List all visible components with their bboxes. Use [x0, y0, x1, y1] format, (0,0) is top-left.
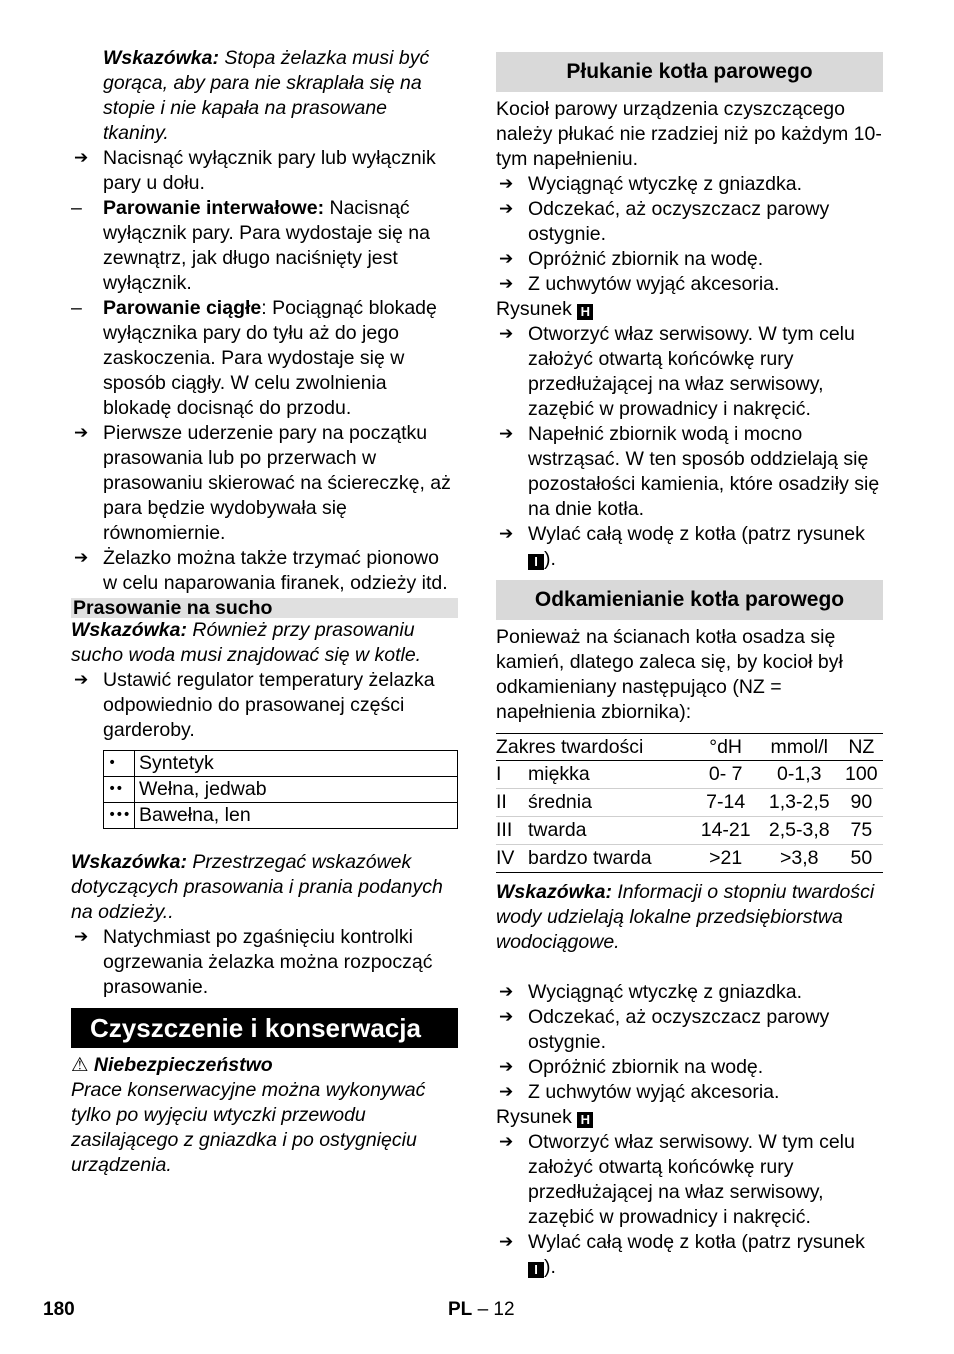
- intro-rinse: Kocioł parowy urządzenia czyszczącego należy płukać nie rzadziej niż po każdym 10-tym napełnieniu.: [496, 98, 882, 170]
- row-dh: 0- 7: [692, 761, 758, 789]
- row-num: II: [496, 789, 528, 817]
- table-row: [496, 789, 883, 817]
- header-nz: NZ: [840, 734, 883, 761]
- table-row: [496, 817, 883, 845]
- item-continuous-steam: – Parowanie ciągłe: Pociągnąć blokadę wyłącznika pary do tyłu aż do jego zaskoczenia. Para wydostaje się w sposób ciągły. W celu zwolnienia blokadę docisnąć do przodu.: [71, 296, 458, 421]
- figure-reference-2: Rysunek H: [496, 1105, 883, 1130]
- header-hardness-range: Zakres twardości: [496, 734, 692, 761]
- figure-h-icon: H: [577, 1112, 593, 1128]
- subheading-dry-ironing: Prasowanie na sucho: [71, 598, 458, 618]
- step-press-steam-switch: ➔ Nacisnąć wyłącznik pary lub wyłącznik pary u dołu.: [71, 146, 458, 196]
- row-name: średnia: [528, 789, 692, 817]
- figure-h-icon: H: [577, 304, 593, 320]
- left-column: [71, 46, 458, 1178]
- warning-triangle-icon: ⚠: [71, 1053, 89, 1076]
- row-name: bardzo twarda: [528, 845, 692, 873]
- step-remove-accessories: ➔ Z uchwytów wyjąć akcesoria.: [496, 272, 883, 297]
- step-open-hatch: ➔ Otworzyć właz serwisowy. W tym celu założyć otwartą końcówkę rury przedłużającej na właz serwisowy, zazębić w prowadnicy i nakręcić.: [496, 322, 883, 422]
- item-interval-steam: – Parowanie interwałowe: Nacisnąć wyłącznik pary. Para wydostaje się na zewnątrz, jak długo naciśnięty jest wyłącznik.: [71, 196, 458, 296]
- table-row: [104, 751, 458, 777]
- table-header-row: [496, 734, 883, 761]
- figure-reference: Rysunek H: [496, 297, 883, 322]
- row-dh: >21: [692, 845, 758, 873]
- row-dh: 14-21: [692, 817, 758, 845]
- footer-language: PL – 12: [448, 1299, 515, 1320]
- step-set-temperature: ➔ Ustawić regulator temperatury żelazka odpowiednio do prasowanej części garderoby.: [71, 668, 458, 743]
- heading-descale-boiler: Odkamienianie kotła parowego: [496, 580, 883, 620]
- row-nz: 50: [840, 845, 883, 873]
- step-open-hatch-2: ➔ Otworzyć właz serwisowy. W tym celu założyć otwartą końcówkę rury przedłużającej na właz serwisowy, zazębić w prowadnicy i nakręcić.: [496, 1130, 883, 1230]
- fabric-name: Wełna, jedwab: [135, 777, 458, 803]
- step-empty-tank-2: ➔ Opróżnić zbiornik na wodę.: [496, 1055, 883, 1080]
- step-cool-down: ➔ Odczekać, aż oczyszczacz parowy ostygnie.: [496, 197, 883, 247]
- hardness-table: [496, 733, 883, 873]
- row-nz: 90: [840, 789, 883, 817]
- step-first-steam: ➔ Pierwsze uderzenie pary na początku prasowania lub po przerwach w prasowaniu skierować na ściereczkę, aż para będzie wydobywała się równomiernie.: [71, 421, 458, 546]
- note-dry-ironing: Wskazówka: Również przy prasowaniu sucho woda musi znajdować się w kotle.: [71, 619, 422, 666]
- dot-symbol: •••: [104, 803, 135, 829]
- note-garment-labels: Wskazówka: Przestrzegać wskazówek dotyczących prasowania i prania podanych na odzieży..: [71, 851, 443, 923]
- heading-rinse-boiler: Płukanie kotła parowego: [496, 52, 883, 92]
- row-mmol: 2,5-3,8: [759, 817, 840, 845]
- row-nz: 100: [840, 761, 883, 789]
- fabric-name: Bawełna, len: [135, 803, 458, 829]
- table-row: [496, 761, 883, 789]
- step-pour-water-2: ➔ Wylać całą wodę z kotła (patrz rysunek I ).: [496, 1230, 883, 1280]
- intro-descale: Ponieważ na ścianach kotła osadza się kamień, dlatego zaleca się, by kocioł był odkamieniany następująco (NZ = napełnienia zbiornika):: [496, 626, 843, 723]
- dot-symbol: ••: [104, 777, 135, 803]
- note-steam-temperature: Wskazówka: Stopa żelazka musi być gorąca, aby para nie skraplała się na stopie i nie kapała na prasowane tkaniny.: [103, 47, 430, 144]
- figure-i-icon: I: [528, 1262, 544, 1278]
- step-remove-accessories-2: ➔ Z uchwytów wyjąć akcesoria.: [496, 1080, 883, 1105]
- note-water-hardness: Wskazówka: Informacji o stopniu twardości wody udzielają lokalne przedsiębiorstwa wodociągowe.: [496, 881, 875, 953]
- row-num: I: [496, 761, 528, 789]
- step-unplug-2: ➔ Wyciągnąć wtyczkę z gniazdka.: [496, 980, 883, 1005]
- header-mmol: mmol/l: [759, 734, 840, 761]
- danger-heading: ⚠ Niebezpieczeństwo: [71, 1053, 273, 1076]
- header-dh: °dH: [692, 734, 758, 761]
- table-row: [104, 803, 458, 829]
- table-row: [496, 845, 883, 873]
- row-dh: 7-14: [692, 789, 758, 817]
- page-number: 180: [43, 1299, 75, 1320]
- fabric-table: [103, 750, 458, 829]
- section-title-cleaning: Czyszczenie i konserwacja: [71, 1008, 458, 1048]
- row-name: miękka: [528, 761, 692, 789]
- row-num: IV: [496, 845, 528, 873]
- step-pour-water: ➔ Wylać całą wodę z kotła (patrz rysunek I ).: [496, 522, 883, 572]
- table-row: [104, 777, 458, 803]
- row-num: III: [496, 817, 528, 845]
- step-fill-shake: ➔ Napełnić zbiornik wodą i mocno wstrząsać. W ten sposób oddzielają się pozostałości kamienia, które osadziły się na dnie kotła.: [496, 422, 883, 522]
- step-cool-down-2: ➔ Odczekać, aż oczyszczacz parowy ostygnie.: [496, 1005, 883, 1055]
- step-empty-tank: ➔ Opróżnić zbiornik na wodę.: [496, 247, 883, 272]
- fabric-name: Syntetyk: [135, 751, 458, 777]
- step-start-ironing: ➔ Natychmiast po zgaśnięciu kontrolki ogrzewania żelazka można rozpocząć prasowanie.: [71, 925, 458, 1000]
- dot-symbol: •: [104, 751, 135, 777]
- row-mmol: 0-1,3: [759, 761, 840, 789]
- step-vertical-steam: ➔ Żelazko można także trzymać pionowo w celu naparowania firanek, odzieży itd.: [71, 546, 458, 596]
- row-mmol: >3,8: [759, 845, 840, 873]
- row-mmol: 1,3-2,5: [759, 789, 840, 817]
- row-name: twarda: [528, 817, 692, 845]
- figure-i-icon: I: [528, 554, 544, 570]
- danger-text: Prace konserwacyjne można wykonywać tylko po wyjęciu wtyczki przewodu zasilającego z gniazdka i po ostygnięciu urządzenia.: [71, 1079, 426, 1176]
- step-unplug: ➔ Wyciągnąć wtyczkę z gniazdka.: [496, 172, 883, 197]
- right-column: [496, 52, 883, 1280]
- row-nz: 75: [840, 817, 883, 845]
